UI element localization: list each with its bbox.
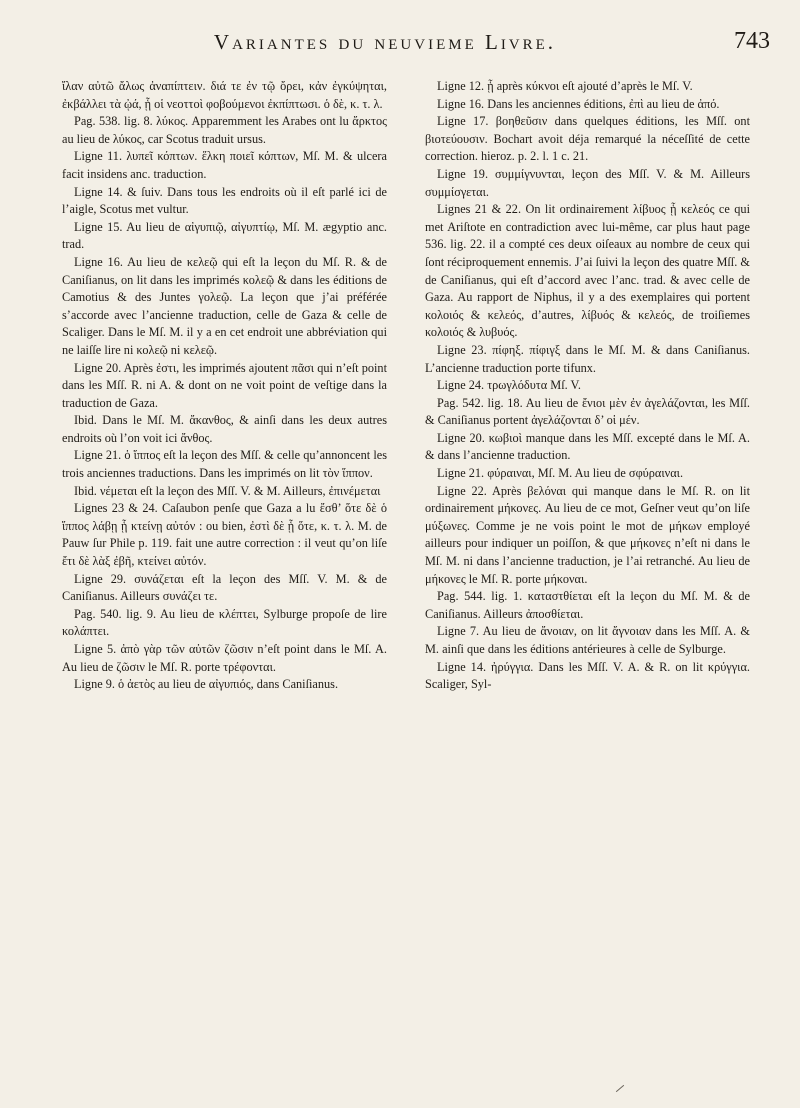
note-paragraph: Pag. 538. lig. 8. λύκος. Apparemment les Arabes ont lu ἄρκτος au lieu de λύκος, car Scotus traduit ursus.	[62, 114, 387, 146]
note-paragraph: ἴλαν αὐτῶ ἄλως ἀναπίπτειν. διά τε ἐν τῷ ὄρει, κἀν ἐγκύψηται, ἐκβάλλει τὰ ᾠά, ᾗ οἱ νεοττοὶ φοβούμενοι ἐκπίπτωσι. ὁ δὲ, κ. τ. λ.	[62, 79, 387, 111]
note-paragraph: Ligne 24. τρωγλόδυτα Mſ. V.	[437, 378, 581, 393]
running-title: Variantes du neuvieme Livre.	[213, 30, 557, 54]
page-number: 743	[734, 28, 770, 54]
note-paragraph: Pag. 544. lig. 1. καταστθίεται eſt la leçon du Mſ. M. & de Caniſianus. Ailleurs ἀποσθίεται.	[425, 589, 750, 621]
note-paragraph: Ligne 11. λυπεῖ κόπτων. ἕλκη ποιεῖ κόπτων, Mſ. M. & ulcera facit insidens anc. traduction.	[62, 149, 387, 181]
note-paragraph: Ligne 21. φύραιναι, Mſ. M. Au lieu de σφύραιναι.	[437, 466, 684, 481]
note-paragraph: Ligne 20. Après ἐστι, les imprimés ajoutent πᾶσι qui n’eſt point dans les Mſſ. R. ni A. & dont on ne voit point de veſtige dans la traduction de Gaza.	[62, 360, 387, 410]
note-paragraph: Ligne 20. κωβιοὶ manque dans les Mſſ. excepté dans le Mſ. A. & dans l’ancienne traduction.	[425, 430, 750, 463]
note-paragraph: Ligne 16. Dans les anciennes éditions, ἐπὶ au lieu de ἀπό.	[437, 96, 720, 111]
note-paragraph: Ligne 7. Au lieu de ἄνοιαν, on lit ἄγνοιαν dans les Mſſ. A. & M. ainſi que dans les éditions antérieures à celle de Sylburge.	[425, 624, 750, 656]
page-header	[70, 22, 770, 62]
note-paragraph: Ligne 22. Après βελόναι qui manque dans le Mſ. R. on lit ordinairement μήκονες. Au lieu de ce mot, Geſner veut qu’on liſe μύξωνες. Comme je ne vois point le mot de μήκων employé ailleurs pour indiquer un poiſſon, & que μήκονες n’eſt ni dans le Mſ. M. ni dans l’ancienne traduction, je l’ai retranché. Au lieu de μήκονες le Mſ. R. porte μήκοναι.	[425, 483, 750, 586]
note-paragraph: Ligne 14. ἠρύγγια. Dans les Mſſ. V. A. & R. on lit κρύγγια. Scaliger, Syl-	[425, 659, 750, 692]
note-paragraph: Lignes 23 & 24. Caſaubon penſe que Gaza a lu ἔσθ’ ὅτε δὲ ὁ ἵππος λάβῃ ᾗ κτείνῃ αὐτόν : ou bien, ἐστὶ δὲ ᾗ ὅτε, κ. τ. λ. M. de Pauw ſur Phile p. 119. fait une autre correction : il veut qu’on liſe ἔτι δὲ λὰξ ἐβῆ, κτείνει αὐτόν.	[62, 501, 387, 569]
note-paragraph: Ibid. νέμεται eſt la leçon des Mſſ. V. & M. Ailleurs, ἐπινέμεται	[74, 483, 381, 498]
note-paragraph: Lignes 21 & 22. On lit ordinairement λίβυος ᾗ κελεός ce qui met Ariſtote en contradiction avec lui-même, car plus haut page 536. lig. 22. il a compté ces deux oiſeaux au nombre de ceux qui ſont réciproquement ennemis. J’ai ſuivi la leçon des quatre Mſſ. & de Caniſianus, qui eſt d’accord avec l’anc. trad. & avec celle de Gaza. Au rapport de Niphus, il y a des exemplaires qui portent κολοιός & κελεός, d’autres, λίβυός & κελεός, de troiſiemes κολοιός & λυβυός.	[425, 202, 750, 340]
note-paragraph: Ligne 23. πίφηξ. πίφιγξ dans le Mſ. M. & dans Caniſianus. L’ancienne traduction porte tifunx.	[425, 342, 750, 375]
note-paragraph: Ibid. Dans le Mſ. M. ἄκανθος, & ainſi dans les deux autres endroits où l’on voit ici ἄνθος.	[62, 413, 387, 445]
note-paragraph: Ligne 9. ὁ ἀετὸς au lieu de αἰγυπιός, dans Caniſianus.	[74, 677, 339, 692]
note-paragraph: Ligne 12. ᾗ après κύκνοι eſt ajouté d’après le Mſ. V.	[437, 79, 693, 93]
note-paragraph: Ligne 5. ἀπὸ γὰρ τῶν αὐτῶν ζῶσιν n’eſt point dans le Mſ. A. Au lieu de ζῶσιν le Mſ. R. porte τρέφονται.	[62, 642, 387, 674]
note-paragraph: Pag. 540. lig. 9. Au lieu de κλέπτει, Sylburge propoſe de lire κολάπτει.	[62, 606, 387, 639]
note-paragraph: Ligne 19. συμμίγνυνται, leçon des Mſſ. V. & M. Ailleurs συμμίσγεται.	[425, 166, 750, 199]
right-column	[425, 78, 750, 694]
note-paragraph: Ligne 14. & ſuiv. Dans tous les endroits où il eſt parlé ici de l’aigle, Scotus met vultur.	[62, 184, 387, 217]
note-paragraph: Ligne 16. Au lieu de κελεῷ qui eſt la leçon du Mſ. R. & de Caniſianus, on lit dans les imprimés κολεῷ & dans les éditions de Camotius & des Juntes γολεῷ. La leçon que j’ai préférée s’accorde avec l’ancienne traduction, celle de Gaza & celle de Scaliger. Dans le Mſ. M. il y a en cet endroit une abbréviation qui ne laiſſe lire ni κολεῷ ni κελεῷ.	[62, 254, 387, 357]
note-paragraph: Ligne 21. ὁ ἵππος eſt la leçon des Mſſ. & celle qu’annoncent les trois anciennes traductions. Dans les imprimés on lit τὸν ἵππον.	[62, 448, 387, 481]
page-corner-mark	[0, 1088, 800, 1098]
note-paragraph: Ligne 29. συνάζεται eſt la leçon des Mſſ. V. M. & de Caniſianus. Ailleurs συνάζει τε.	[62, 571, 387, 604]
note-paragraph: Ligne 15. Au lieu de αἰγυπιῷ, αἰγυπτίῳ, Mſ. M. ægyptio anc. trad.	[62, 219, 387, 252]
note-paragraph: Ligne 17. βοηθεῦσιν dans quelques éditions, les Mſſ. ont βιοτεύουσιν. Bochart avoit déja remarqué la néceſſité de cette correction. hieroz. p. 2. l. 1 c. 21.	[425, 114, 750, 164]
note-paragraph: Pag. 542. lig. 18. Au lieu de ἔνιοι μὲν ἐν ἀγελάζονται, les Mſſ. & Caniſianus portent ἀγελάζονται δ’ οἱ μέν.	[425, 395, 750, 428]
left-column	[62, 78, 387, 694]
